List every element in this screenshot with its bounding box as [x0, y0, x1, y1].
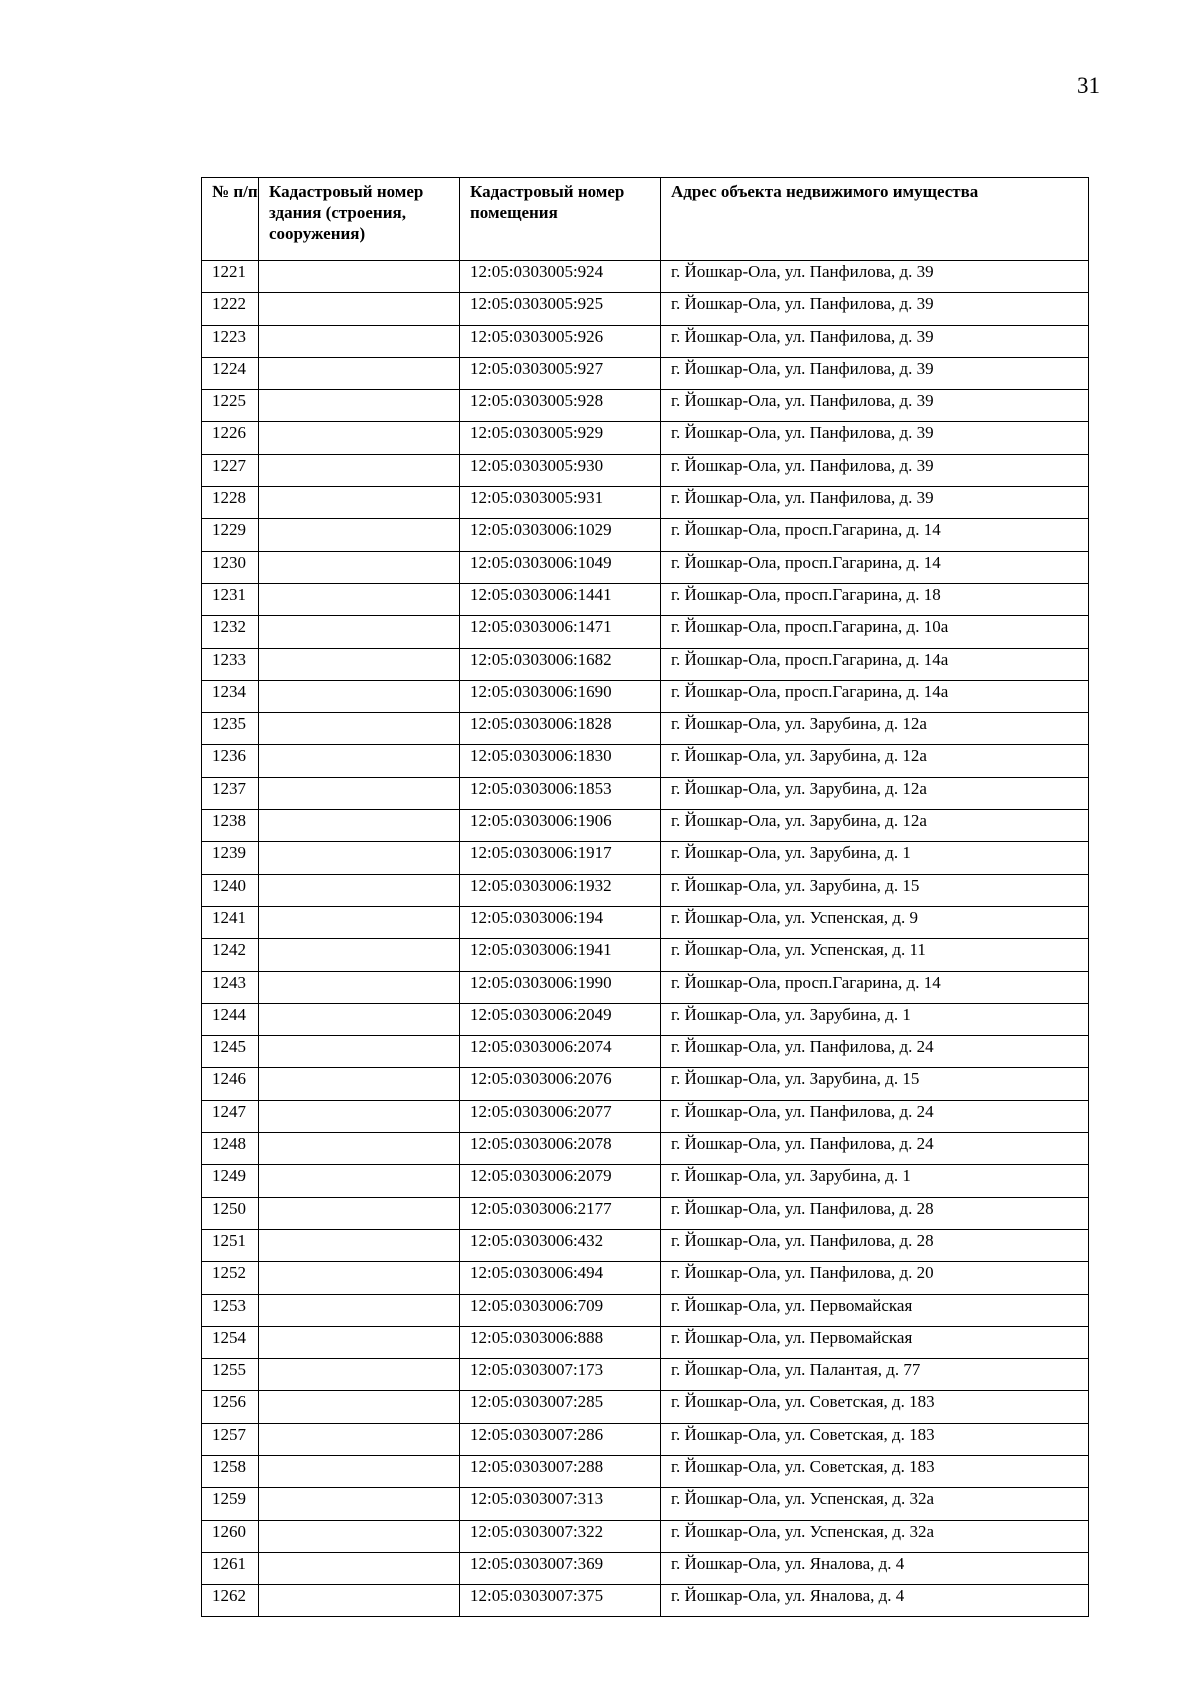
cell-building-cadastral-number — [259, 680, 460, 712]
table-row — [202, 325, 1089, 357]
cell-address: г. Йошкар-Ола, ул. Панфилова, д. 39 — [661, 454, 1089, 486]
cell-building-cadastral-number — [259, 971, 460, 1003]
cell-row-number: 1252 — [202, 1262, 259, 1294]
cell-row-number: 1238 — [202, 810, 259, 842]
cell-building-cadastral-number — [259, 1488, 460, 1520]
cell-address: г. Йошкар-Ола, ул. Успенская, д. 32а — [661, 1520, 1089, 1552]
table-row — [202, 390, 1089, 422]
cell-premises-cadastral-number: 12:05:0303006:1990 — [460, 971, 661, 1003]
cell-building-cadastral-number — [259, 616, 460, 648]
table-body — [202, 261, 1089, 1617]
cell-address: г. Йошкар-Ола, ул. Панфилова, д. 24 — [661, 1036, 1089, 1068]
table-row — [202, 1068, 1089, 1100]
table-row — [202, 583, 1089, 615]
cell-row-number: 1233 — [202, 648, 259, 680]
cell-address: г. Йошкар-Ола, ул. Зарубина, д. 15 — [661, 874, 1089, 906]
cell-address: г. Йошкар-Ола, ул. Первомайская — [661, 1294, 1089, 1326]
cell-premises-cadastral-number: 12:05:0303006:1828 — [460, 713, 661, 745]
cell-address: г. Йошкар-Ола, просп.Гагарина, д. 10а — [661, 616, 1089, 648]
table-row — [202, 422, 1089, 454]
cell-row-number: 1260 — [202, 1520, 259, 1552]
cell-building-cadastral-number — [259, 422, 460, 454]
table-row — [202, 357, 1089, 389]
table-row — [202, 1455, 1089, 1487]
table-row — [202, 1488, 1089, 1520]
cell-row-number: 1259 — [202, 1488, 259, 1520]
cell-premises-cadastral-number: 12:05:0303005:924 — [460, 261, 661, 293]
cell-building-cadastral-number — [259, 1294, 460, 1326]
cell-row-number: 1246 — [202, 1068, 259, 1100]
table-row — [202, 293, 1089, 325]
table-row — [202, 874, 1089, 906]
table-row — [202, 1294, 1089, 1326]
cell-address: г. Йошкар-Ола, ул. Палантая, д. 77 — [661, 1359, 1089, 1391]
cell-premises-cadastral-number: 12:05:0303005:926 — [460, 325, 661, 357]
cell-address: г. Йошкар-Ола, просп.Гагарина, д. 14 — [661, 971, 1089, 1003]
cell-address: г. Йошкар-Ола, ул. Панфилова, д. 39 — [661, 422, 1089, 454]
cell-address: г. Йошкар-Ола, просп.Гагарина, д. 14а — [661, 648, 1089, 680]
cell-building-cadastral-number — [259, 1036, 460, 1068]
cell-building-cadastral-number — [259, 1520, 460, 1552]
table-row — [202, 648, 1089, 680]
cell-premises-cadastral-number: 12:05:0303006:888 — [460, 1326, 661, 1358]
cell-premises-cadastral-number: 12:05:0303006:2076 — [460, 1068, 661, 1100]
table-row — [202, 745, 1089, 777]
cell-row-number: 1229 — [202, 519, 259, 551]
cell-address: г. Йошкар-Ола, ул. Яналова, д. 4 — [661, 1552, 1089, 1584]
cell-building-cadastral-number — [259, 842, 460, 874]
cell-address: г. Йошкар-Ола, ул. Панфилова, д. 24 — [661, 1100, 1089, 1132]
cell-building-cadastral-number — [259, 261, 460, 293]
table-header-row — [202, 178, 1089, 261]
cell-address: г. Йошкар-Ола, просп.Гагарина, д. 14 — [661, 519, 1089, 551]
header-address: Адрес объекта недвижимого имущества — [661, 178, 1089, 261]
cell-address: г. Йошкар-Ола, ул. Зарубина, д. 1 — [661, 1003, 1089, 1035]
cell-row-number: 1224 — [202, 357, 259, 389]
cell-row-number: 1247 — [202, 1100, 259, 1132]
cell-row-number: 1223 — [202, 325, 259, 357]
table-row — [202, 1585, 1089, 1617]
cell-building-cadastral-number — [259, 1359, 460, 1391]
cell-row-number: 1231 — [202, 583, 259, 615]
cell-building-cadastral-number — [259, 1165, 460, 1197]
cell-address: г. Йошкар-Ола, ул. Успенская, д. 9 — [661, 906, 1089, 938]
table-row — [202, 842, 1089, 874]
cell-row-number: 1262 — [202, 1585, 259, 1617]
cell-row-number: 1254 — [202, 1326, 259, 1358]
header-building-cadastral-number: Кадастровый номер здания (строения, сооружения) — [259, 178, 460, 261]
cell-premises-cadastral-number: 12:05:0303006:2078 — [460, 1133, 661, 1165]
cell-building-cadastral-number — [259, 583, 460, 615]
cell-row-number: 1234 — [202, 680, 259, 712]
cell-building-cadastral-number — [259, 293, 460, 325]
cell-premises-cadastral-number: 12:05:0303005:929 — [460, 422, 661, 454]
cell-premises-cadastral-number: 12:05:0303006:2049 — [460, 1003, 661, 1035]
cell-address: г. Йошкар-Ола, ул. Панфилова, д. 20 — [661, 1262, 1089, 1294]
cell-address: г. Йошкар-Ола, ул. Зарубина, д. 12а — [661, 713, 1089, 745]
cell-address: г. Йошкар-Ола, ул. Советская, д. 183 — [661, 1455, 1089, 1487]
cell-address: г. Йошкар-Ола, ул. Панфилова, д. 39 — [661, 261, 1089, 293]
cell-address: г. Йошкар-Ола, ул. Зарубина, д. 15 — [661, 1068, 1089, 1100]
cell-building-cadastral-number — [259, 874, 460, 906]
cell-building-cadastral-number — [259, 1552, 460, 1584]
table-row — [202, 1036, 1089, 1068]
cell-building-cadastral-number — [259, 1197, 460, 1229]
cell-row-number: 1245 — [202, 1036, 259, 1068]
cell-premises-cadastral-number: 12:05:0303006:1049 — [460, 551, 661, 583]
cell-premises-cadastral-number: 12:05:0303006:494 — [460, 1262, 661, 1294]
table-row — [202, 487, 1089, 519]
cell-building-cadastral-number — [259, 1326, 460, 1358]
cell-premises-cadastral-number: 12:05:0303006:194 — [460, 906, 661, 938]
cell-address: г. Йошкар-Ола, ул. Панфилова, д. 39 — [661, 293, 1089, 325]
cell-premises-cadastral-number: 12:05:0303006:1906 — [460, 810, 661, 842]
table-row — [202, 551, 1089, 583]
cell-building-cadastral-number — [259, 1455, 460, 1487]
cell-building-cadastral-number — [259, 1391, 460, 1423]
cell-row-number: 1222 — [202, 293, 259, 325]
cell-address: г. Йошкар-Ола, ул. Зарубина, д. 12а — [661, 777, 1089, 809]
cell-premises-cadastral-number: 12:05:0303006:1932 — [460, 874, 661, 906]
cell-premises-cadastral-number: 12:05:0303005:930 — [460, 454, 661, 486]
cell-row-number: 1239 — [202, 842, 259, 874]
cell-row-number: 1253 — [202, 1294, 259, 1326]
table-row — [202, 1423, 1089, 1455]
property-registry-table — [201, 177, 1089, 1617]
cell-premises-cadastral-number: 12:05:0303007:375 — [460, 1585, 661, 1617]
table-row — [202, 680, 1089, 712]
table-row — [202, 939, 1089, 971]
cell-address: г. Йошкар-Ола, ул. Зарубина, д. 12а — [661, 745, 1089, 777]
table-row — [202, 1391, 1089, 1423]
cell-address: г. Йошкар-Ола, просп.Гагарина, д. 14а — [661, 680, 1089, 712]
table-row — [202, 454, 1089, 486]
cell-row-number: 1240 — [202, 874, 259, 906]
cell-address: г. Йошкар-Ола, просп.Гагарина, д. 18 — [661, 583, 1089, 615]
cell-building-cadastral-number — [259, 745, 460, 777]
cell-premises-cadastral-number: 12:05:0303006:1941 — [460, 939, 661, 971]
cell-building-cadastral-number — [259, 1003, 460, 1035]
cell-row-number: 1241 — [202, 906, 259, 938]
table-row — [202, 713, 1089, 745]
cell-address: г. Йошкар-Ола, ул. Зарубина, д. 12а — [661, 810, 1089, 842]
table-row — [202, 777, 1089, 809]
cell-row-number: 1227 — [202, 454, 259, 486]
table-row — [202, 810, 1089, 842]
cell-address: г. Йошкар-Ола, ул. Успенская, д. 32а — [661, 1488, 1089, 1520]
cell-premises-cadastral-number: 12:05:0303006:1917 — [460, 842, 661, 874]
cell-premises-cadastral-number: 12:05:0303006:2177 — [460, 1197, 661, 1229]
table-row — [202, 1262, 1089, 1294]
table-row — [202, 1552, 1089, 1584]
cell-address: г. Йошкар-Ола, ул. Панфилова, д. 28 — [661, 1229, 1089, 1261]
table-row — [202, 1133, 1089, 1165]
cell-address: г. Йошкар-Ола, ул. Советская, д. 183 — [661, 1423, 1089, 1455]
cell-building-cadastral-number — [259, 906, 460, 938]
cell-building-cadastral-number — [259, 1423, 460, 1455]
cell-premises-cadastral-number: 12:05:0303005:931 — [460, 487, 661, 519]
cell-premises-cadastral-number: 12:05:0303006:1029 — [460, 519, 661, 551]
cell-row-number: 1226 — [202, 422, 259, 454]
cell-address: г. Йошкар-Ола, просп.Гагарина, д. 14 — [661, 551, 1089, 583]
cell-building-cadastral-number — [259, 1585, 460, 1617]
table-row — [202, 519, 1089, 551]
table-row — [202, 1100, 1089, 1132]
cell-building-cadastral-number — [259, 777, 460, 809]
cell-building-cadastral-number — [259, 454, 460, 486]
cell-building-cadastral-number — [259, 713, 460, 745]
cell-row-number: 1257 — [202, 1423, 259, 1455]
cell-address: г. Йошкар-Ола, ул. Панфилова, д. 39 — [661, 357, 1089, 389]
cell-premises-cadastral-number: 12:05:0303006:2074 — [460, 1036, 661, 1068]
cell-building-cadastral-number — [259, 357, 460, 389]
cell-row-number: 1248 — [202, 1133, 259, 1165]
cell-building-cadastral-number — [259, 551, 460, 583]
cell-row-number: 1221 — [202, 261, 259, 293]
cell-row-number: 1230 — [202, 551, 259, 583]
cell-row-number: 1249 — [202, 1165, 259, 1197]
cell-premises-cadastral-number: 12:05:0303006:2079 — [460, 1165, 661, 1197]
cell-row-number: 1261 — [202, 1552, 259, 1584]
cell-building-cadastral-number — [259, 1262, 460, 1294]
cell-row-number: 1235 — [202, 713, 259, 745]
cell-premises-cadastral-number: 12:05:0303006:1682 — [460, 648, 661, 680]
header-premises-cadastral-number: Кадастровый номер помещения — [460, 178, 661, 261]
cell-premises-cadastral-number: 12:05:0303006:1471 — [460, 616, 661, 648]
cell-address: г. Йошкар-Ола, ул. Зарубина, д. 1 — [661, 1165, 1089, 1197]
cell-premises-cadastral-number: 12:05:0303005:927 — [460, 357, 661, 389]
cell-building-cadastral-number — [259, 487, 460, 519]
cell-building-cadastral-number — [259, 939, 460, 971]
header-row-number: № п/п — [202, 178, 259, 261]
cell-building-cadastral-number — [259, 1068, 460, 1100]
cell-premises-cadastral-number: 12:05:0303006:2077 — [460, 1100, 661, 1132]
cell-premises-cadastral-number: 12:05:0303005:925 — [460, 293, 661, 325]
cell-premises-cadastral-number: 12:05:0303007:285 — [460, 1391, 661, 1423]
cell-building-cadastral-number — [259, 390, 460, 422]
cell-address: г. Йошкар-Ола, ул. Первомайская — [661, 1326, 1089, 1358]
table-row — [202, 1520, 1089, 1552]
cell-address: г. Йошкар-Ола, ул. Панфилова, д. 24 — [661, 1133, 1089, 1165]
cell-row-number: 1236 — [202, 745, 259, 777]
cell-row-number: 1256 — [202, 1391, 259, 1423]
cell-address: г. Йошкар-Ола, ул. Советская, д. 183 — [661, 1391, 1089, 1423]
cell-premises-cadastral-number: 12:05:0303007:286 — [460, 1423, 661, 1455]
table-row — [202, 906, 1089, 938]
cell-address: г. Йошкар-Ола, ул. Успенская, д. 11 — [661, 939, 1089, 971]
cell-building-cadastral-number — [259, 325, 460, 357]
cell-premises-cadastral-number: 12:05:0303006:1830 — [460, 745, 661, 777]
cell-premises-cadastral-number: 12:05:0303006:1441 — [460, 583, 661, 615]
table-row — [202, 1003, 1089, 1035]
cell-building-cadastral-number — [259, 1229, 460, 1261]
cell-building-cadastral-number — [259, 1133, 460, 1165]
cell-building-cadastral-number — [259, 648, 460, 680]
cell-building-cadastral-number — [259, 810, 460, 842]
cell-row-number: 1228 — [202, 487, 259, 519]
table-row — [202, 1229, 1089, 1261]
cell-row-number: 1237 — [202, 777, 259, 809]
cell-row-number: 1242 — [202, 939, 259, 971]
cell-building-cadastral-number — [259, 1100, 460, 1132]
cell-premises-cadastral-number: 12:05:0303007:288 — [460, 1455, 661, 1487]
table-row — [202, 261, 1089, 293]
table-row — [202, 971, 1089, 1003]
cell-premises-cadastral-number: 12:05:0303007:322 — [460, 1520, 661, 1552]
table-row — [202, 1197, 1089, 1229]
cell-premises-cadastral-number: 12:05:0303006:432 — [460, 1229, 661, 1261]
table-row — [202, 1326, 1089, 1358]
table-row — [202, 1359, 1089, 1391]
cell-address: г. Йошкар-Ола, ул. Панфилова, д. 39 — [661, 390, 1089, 422]
cell-row-number: 1258 — [202, 1455, 259, 1487]
cell-premises-cadastral-number: 12:05:0303006:1853 — [460, 777, 661, 809]
cell-premises-cadastral-number: 12:05:0303006:709 — [460, 1294, 661, 1326]
cell-row-number: 1255 — [202, 1359, 259, 1391]
cell-address: г. Йошкар-Ола, ул. Панфилова, д. 28 — [661, 1197, 1089, 1229]
cell-row-number: 1243 — [202, 971, 259, 1003]
cell-premises-cadastral-number: 12:05:0303007:369 — [460, 1552, 661, 1584]
cell-row-number: 1251 — [202, 1229, 259, 1261]
cell-row-number: 1225 — [202, 390, 259, 422]
page-number: 31 — [1077, 73, 1100, 98]
table-row — [202, 1165, 1089, 1197]
cell-row-number: 1250 — [202, 1197, 259, 1229]
cell-address: г. Йошкар-Ола, ул. Панфилова, д. 39 — [661, 487, 1089, 519]
cell-premises-cadastral-number: 12:05:0303007:173 — [460, 1359, 661, 1391]
cell-address: г. Йошкар-Ола, ул. Панфилова, д. 39 — [661, 325, 1089, 357]
cell-premises-cadastral-number: 12:05:0303006:1690 — [460, 680, 661, 712]
table-row — [202, 616, 1089, 648]
cell-address: г. Йошкар-Ола, ул. Яналова, д. 4 — [661, 1585, 1089, 1617]
cell-building-cadastral-number — [259, 519, 460, 551]
cell-row-number: 1244 — [202, 1003, 259, 1035]
cell-address: г. Йошкар-Ола, ул. Зарубина, д. 1 — [661, 842, 1089, 874]
cell-row-number: 1232 — [202, 616, 259, 648]
cell-premises-cadastral-number: 12:05:0303005:928 — [460, 390, 661, 422]
cell-premises-cadastral-number: 12:05:0303007:313 — [460, 1488, 661, 1520]
